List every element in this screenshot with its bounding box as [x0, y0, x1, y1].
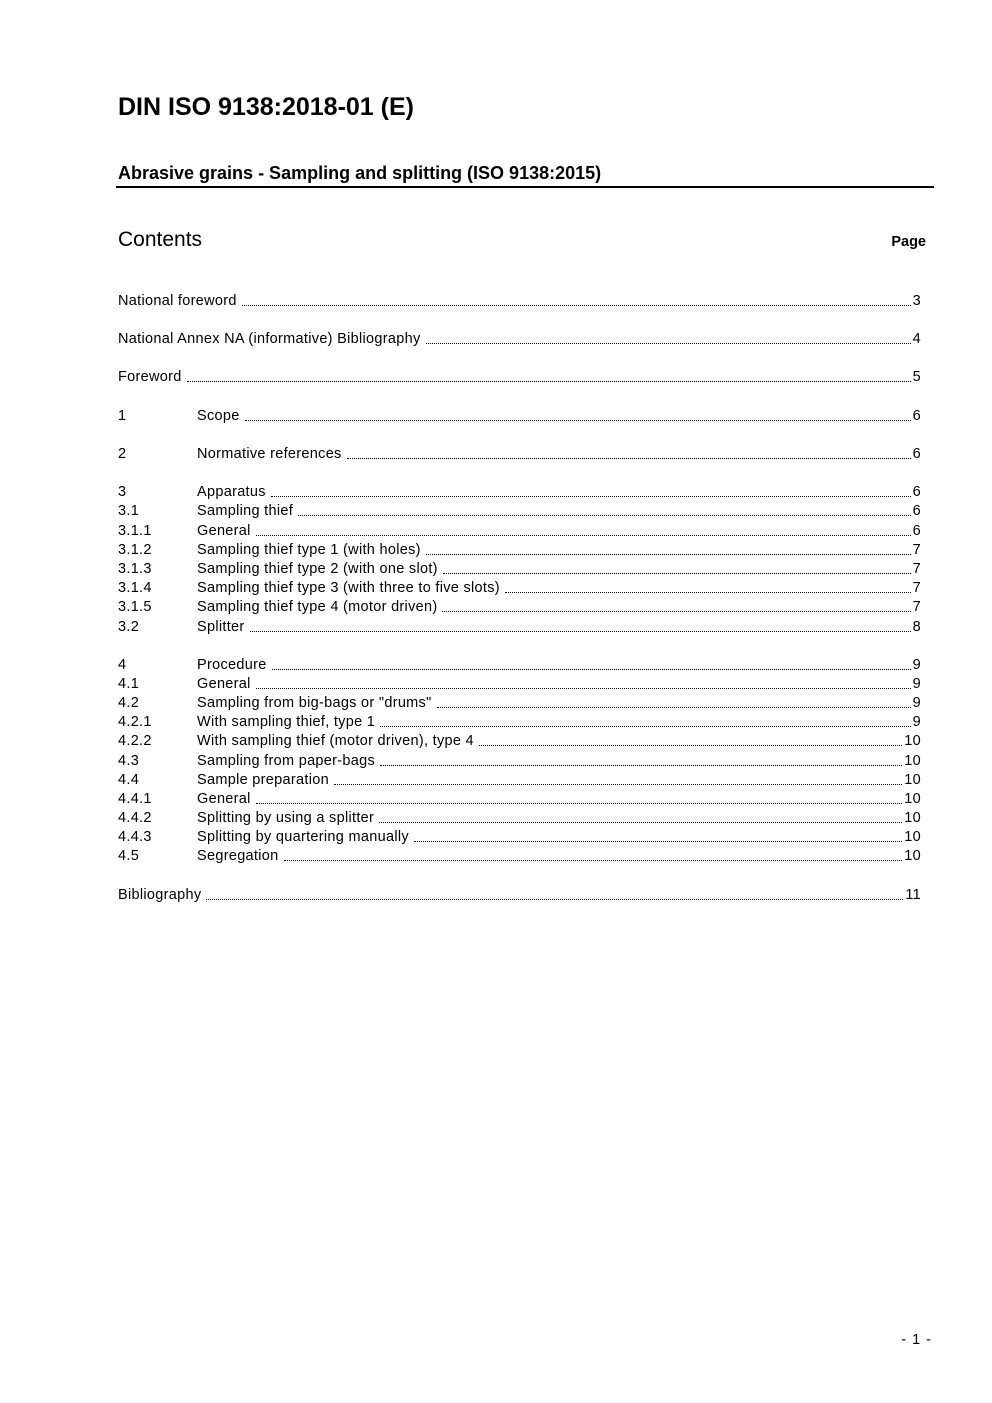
contents-heading: Contents	[118, 228, 203, 251]
toc-dot-leader	[206, 899, 903, 900]
toc-dot-leader	[245, 420, 911, 421]
toc-entry-page: 8	[912, 619, 921, 635]
toc-entry[interactable]	[118, 445, 921, 464]
toc-entry-page: 10	[904, 848, 921, 864]
toc-dot-leader	[380, 726, 910, 727]
toc-entry-title: Sampling from paper-bags	[197, 753, 376, 769]
toc-entry-page: 6	[912, 446, 921, 462]
toc-entry-title: Splitting by using a splitter	[197, 810, 375, 826]
toc-entry-number: 4.4.1	[118, 791, 152, 807]
toc-entry-page: 6	[912, 408, 921, 424]
toc-entry-page: 7	[912, 580, 921, 596]
page-column-heading: Page	[891, 234, 926, 250]
toc-entry-page: 9	[912, 676, 921, 692]
toc-entry-page: 3	[912, 293, 921, 309]
toc-entry-title: Apparatus	[197, 484, 266, 500]
toc-entry-number: 4.2.1	[118, 714, 152, 730]
toc-entry[interactable]	[118, 598, 921, 617]
toc-entry-page: 11	[905, 887, 921, 903]
toc-entry[interactable]	[118, 732, 921, 751]
toc-entry-number: 3.1.3	[118, 561, 152, 577]
toc-entry[interactable]	[118, 407, 921, 426]
toc-entry-page: 6	[912, 503, 921, 519]
toc-dot-leader	[479, 745, 902, 746]
toc-entry-number: 3.1.4	[118, 580, 152, 596]
toc-entry-page: 10	[904, 829, 921, 845]
toc-entry-title: National Annex NA (informative) Bibliography	[118, 331, 421, 347]
toc-entry-title: Foreword	[118, 369, 182, 385]
toc-entry-number: 3.1.2	[118, 542, 152, 558]
toc-entry-page: 10	[904, 753, 921, 769]
toc-entry[interactable]	[118, 886, 921, 905]
toc-entry-number: 4	[118, 657, 127, 673]
toc-entry-number: 3.1.5	[118, 599, 152, 615]
toc-entry[interactable]	[118, 713, 921, 732]
toc-entry-page: 6	[912, 484, 921, 500]
toc-dot-leader	[284, 860, 903, 861]
toc-entry-number: 4.5	[118, 848, 140, 864]
toc-entry-title: Sampling thief type 4 (motor driven)	[197, 599, 438, 615]
toc-entry-number: 2	[118, 446, 127, 462]
toc-entry-title: Splitter	[197, 619, 245, 635]
toc-entry[interactable]	[118, 790, 921, 809]
toc-entry[interactable]	[118, 752, 921, 771]
toc-entry-title: Bibliography	[118, 887, 202, 903]
toc-dot-leader	[256, 803, 903, 804]
toc-entry[interactable]	[118, 541, 921, 560]
toc-entry-page: 6	[912, 523, 921, 539]
toc-entry-page: 4	[912, 331, 921, 347]
toc-entry-page: 9	[912, 714, 921, 730]
toc-dot-leader	[414, 841, 902, 842]
toc-entry-title: Sampling from big-bags or "drums"	[197, 695, 432, 711]
toc-entry[interactable]	[118, 368, 921, 387]
toc-entry-page: 10	[904, 733, 921, 749]
toc-dot-leader	[443, 573, 911, 574]
toc-entry[interactable]	[118, 522, 921, 541]
toc-dot-leader	[426, 554, 911, 555]
page-number: - 1 -	[901, 1332, 932, 1348]
toc-entry-number: 4.2	[118, 695, 140, 711]
toc-entry-title: National foreword	[118, 293, 237, 309]
toc-dot-leader	[437, 707, 911, 708]
toc-entry-number: 3.1.1	[118, 523, 152, 539]
document-subtitle: Abrasive grains - Sampling and splitting (ISO 9138:2015)	[118, 163, 602, 183]
toc-entry[interactable]	[118, 656, 921, 675]
toc-dot-leader	[256, 688, 911, 689]
toc-entry-title: Sampling thief type 2 (with one slot)	[197, 561, 438, 577]
toc-entry[interactable]	[118, 771, 921, 790]
toc-entry-page: 7	[912, 542, 921, 558]
toc-dot-leader	[256, 535, 911, 536]
toc-entry[interactable]	[118, 330, 921, 349]
toc-entry-title: Sampling thief type 1 (with holes)	[197, 542, 421, 558]
toc-entry-page: 5	[912, 369, 921, 385]
toc-entry-number: 3.2	[118, 619, 140, 635]
toc-entry[interactable]	[118, 828, 921, 847]
toc-entry-title: Segregation	[197, 848, 279, 864]
toc-dot-leader	[380, 765, 902, 766]
toc-dot-leader	[347, 458, 911, 459]
toc-entry[interactable]	[118, 292, 921, 311]
toc-entry-number: 3	[118, 484, 127, 500]
toc-entry[interactable]	[118, 809, 921, 828]
toc-entry-page: 7	[912, 599, 921, 615]
toc-entry-number: 4.4.3	[118, 829, 152, 845]
toc-entry[interactable]	[118, 618, 921, 637]
toc-entry-title: Normative references	[197, 446, 342, 462]
toc-entry[interactable]	[118, 694, 921, 713]
toc-entry-page: 10	[904, 791, 921, 807]
toc-entry-number: 1	[118, 408, 127, 424]
table-of-contents	[118, 0, 921, 1403]
toc-entry-page: 10	[904, 810, 921, 826]
toc-entry-title: General	[197, 523, 251, 539]
toc-entry-page: 7	[912, 561, 921, 577]
toc-dot-leader	[442, 611, 910, 612]
toc-entry-number: 3.1	[118, 503, 140, 519]
toc-entry-title: With sampling thief, type 1	[197, 714, 376, 730]
toc-entry-number: 4.1	[118, 676, 140, 692]
toc-dot-leader	[379, 822, 902, 823]
toc-entry[interactable]	[118, 502, 921, 521]
toc-entry-title: Sampling thief	[197, 503, 294, 519]
toc-dot-leader	[272, 669, 911, 670]
toc-entry-title: General	[197, 791, 251, 807]
toc-entry[interactable]	[118, 560, 921, 579]
toc-entry-number: 4.2.2	[118, 733, 152, 749]
toc-dot-leader	[250, 631, 911, 632]
toc-entry-number: 4.3	[118, 753, 140, 769]
toc-dot-leader	[505, 592, 911, 593]
toc-entry[interactable]	[118, 579, 921, 598]
toc-entry-title: Scope	[197, 408, 240, 424]
toc-dot-leader	[242, 305, 911, 306]
toc-entry[interactable]	[118, 847, 921, 866]
toc-entry[interactable]	[118, 675, 921, 694]
toc-dot-leader	[298, 515, 911, 516]
toc-entry-page: 9	[912, 695, 921, 711]
toc-entry-number: 4.4	[118, 772, 140, 788]
toc-dot-leader	[271, 496, 911, 497]
toc-entry-number: 4.4.2	[118, 810, 152, 826]
toc-entry-title: Sampling thief type 3 (with three to five slots)	[197, 580, 500, 596]
toc-entry[interactable]	[118, 483, 921, 502]
toc-entry-title: Procedure	[197, 657, 267, 673]
toc-entry-page: 9	[912, 657, 921, 673]
toc-entry-title: General	[197, 676, 251, 692]
document-title: DIN ISO 9138:2018-01 (E)	[118, 93, 414, 121]
toc-entry-page: 10	[904, 772, 921, 788]
toc-dot-leader	[334, 784, 902, 785]
toc-entry-title: Splitting by quartering manually	[197, 829, 409, 845]
toc-entry-title: With sampling thief (motor driven), type 4	[197, 733, 474, 749]
toc-entry-title: Sample preparation	[197, 772, 329, 788]
toc-dot-leader	[426, 343, 911, 344]
toc-dot-leader	[187, 381, 911, 382]
